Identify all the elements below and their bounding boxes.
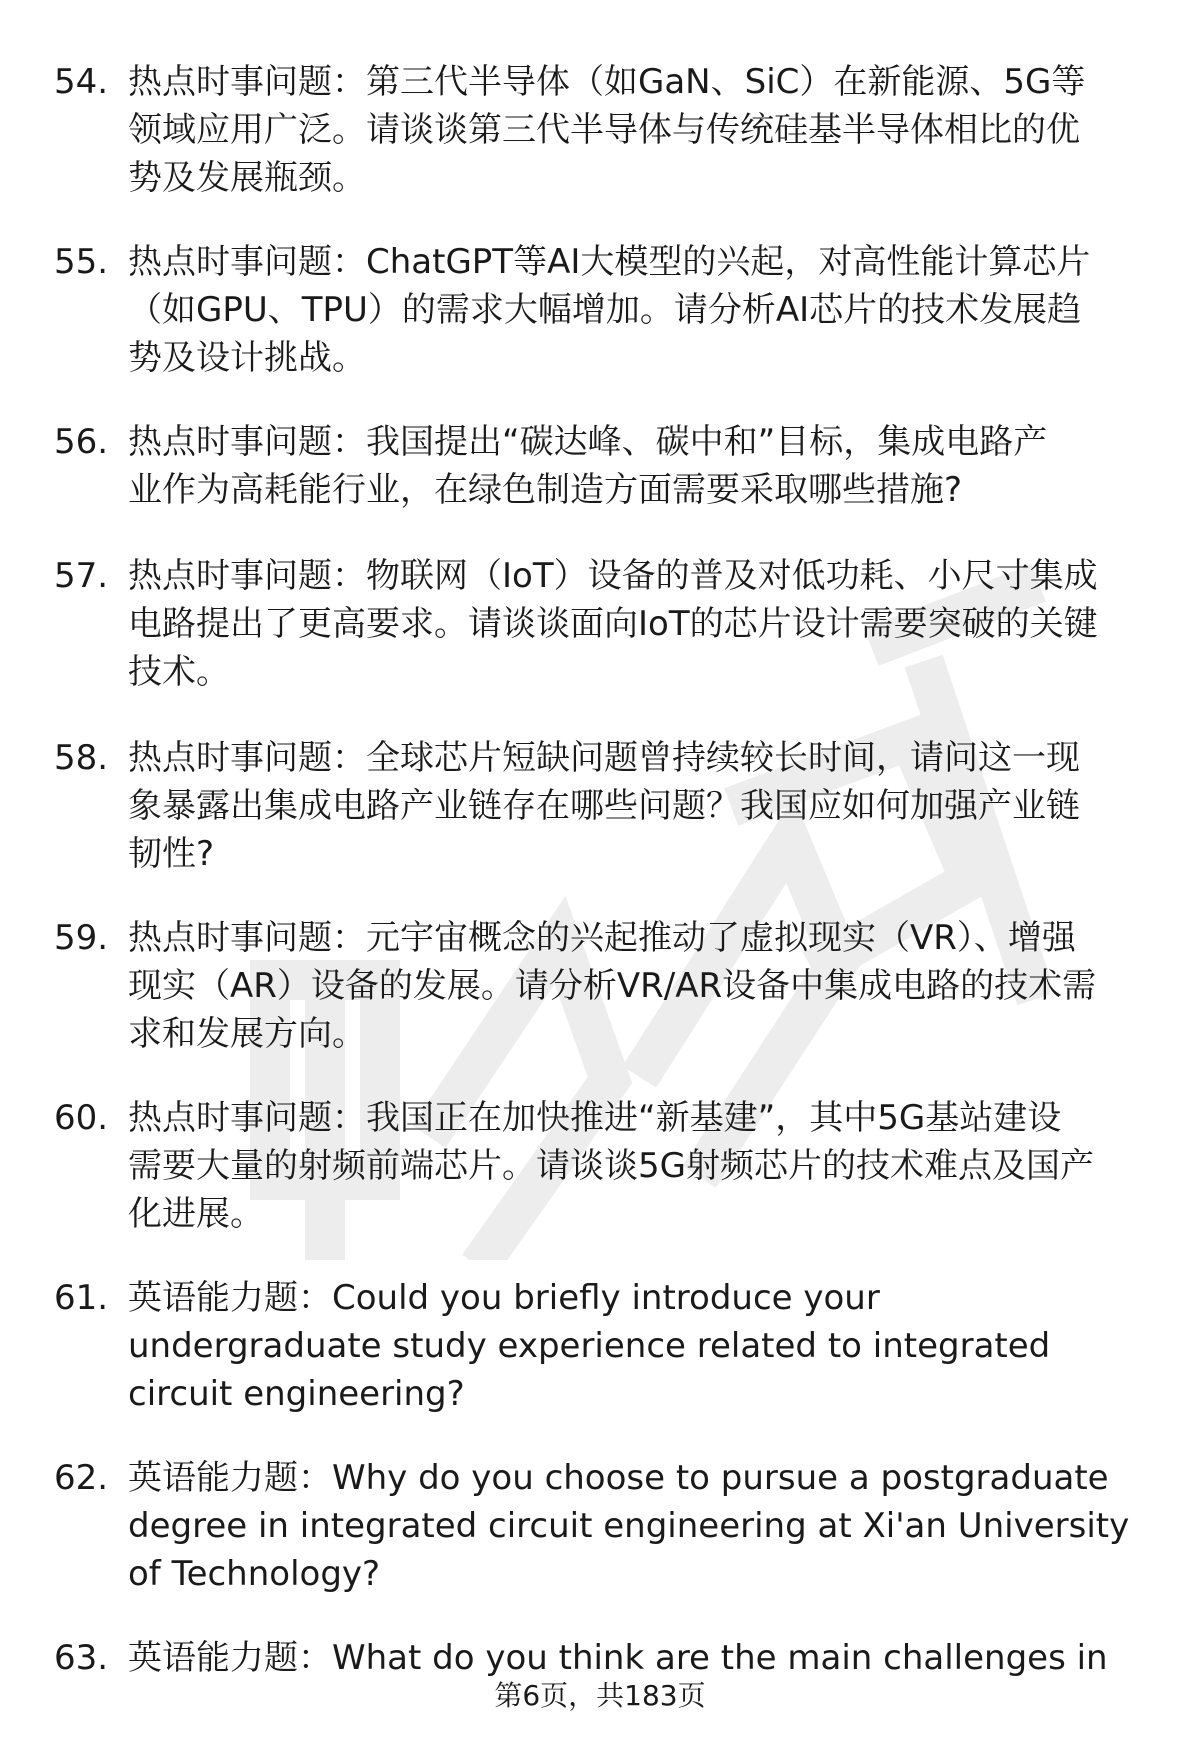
question-text-line: 热点时事问题：第三代半导体（如GaN、SiC）在新能源、5G等 <box>128 62 1086 102</box>
question-number: 55. <box>54 242 109 282</box>
question-text-line: （如GPU、TPU）的需求大幅增加。请分析AI芯片的技术发展趋 <box>128 290 1082 330</box>
question-text-line: 现实（AR）设备的发展。请分析VR/AR设备中集成电路的技术需 <box>128 966 1097 1006</box>
question-text-line: 势及设计挑战。 <box>128 338 366 378</box>
question-text-line: 英语能力题：What do you think are the main challenges in <box>128 1638 1108 1678</box>
page-footer: 第6页，共183页 <box>494 1679 706 1712</box>
question-text-line: 热点时事问题：我国正在加快推进“新基建”，其中5G基站建设 <box>128 1098 1062 1138</box>
question-text-line: 业作为高耗能行业，在绿色制造方面需要采取哪些措施? <box>128 470 963 510</box>
question-text-line: undergraduate study experience related to integrated <box>128 1326 1051 1366</box>
question-number: 59. <box>54 918 109 958</box>
question-text-line: 求和发展方向。 <box>128 1014 366 1054</box>
question-text-line: 化进展。 <box>128 1194 264 1234</box>
question-number: 61. <box>54 1278 109 1318</box>
question-text-line: 热点时事问题：ChatGPT等AI大模型的兴起，对高性能计算芯片 <box>128 242 1091 282</box>
question-text-line: circuit engineering? <box>128 1374 465 1414</box>
question-number: 60. <box>54 1098 109 1138</box>
question-number: 54. <box>54 62 109 102</box>
question-text-line: 需要大量的射频前端芯片。请谈谈5G射频芯片的技术难点及国产 <box>128 1146 1094 1186</box>
question-text-line: 热点时事问题：物联网（IoT）设备的普及对低功耗、小尺寸集成 <box>128 556 1098 596</box>
question-text-line: 热点时事问题：我国提出“碳达峰、碳中和”目标，集成电路产 <box>128 422 1048 462</box>
question-number: 58. <box>54 738 109 778</box>
question-text-line: of Technology? <box>128 1554 381 1594</box>
question-text-line: 热点时事问题：全球芯片短缺问题曾持续较长时间，请问这一现 <box>128 738 1080 778</box>
question-text-line: 热点时事问题：元宇宙概念的兴起推动了虚拟现实（VR）、增强 <box>128 918 1076 958</box>
question-number: 62. <box>54 1458 109 1498</box>
question-text-line: 英语能力题：Why do you choose to pursue a postgraduate <box>128 1458 1109 1498</box>
question-number: 57. <box>54 556 109 596</box>
question-text-line: 势及发展瓶颈。 <box>128 158 366 198</box>
question-text-line: degree in integrated circuit engineering at Xi'an University <box>128 1506 1130 1546</box>
question-text-line: 领域应用广泛。请谈谈第三代半导体与传统硅基半导体相比的优 <box>128 110 1080 150</box>
question-text-line: 韧性? <box>128 834 215 874</box>
question-text-line: 象暴露出集成电路产业链存在哪些问题？我国应如何加强产业链 <box>128 786 1080 826</box>
question-number: 56. <box>54 422 109 462</box>
question-text-line: 技术。 <box>128 652 230 692</box>
question-text-line: 英语能力题：Could you briefly introduce your <box>128 1278 880 1318</box>
question-number: 63. <box>54 1638 109 1678</box>
question-text-line: 电路提出了更高要求。请谈谈面向IoT的芯片设计需要突破的关键 <box>128 604 1098 644</box>
